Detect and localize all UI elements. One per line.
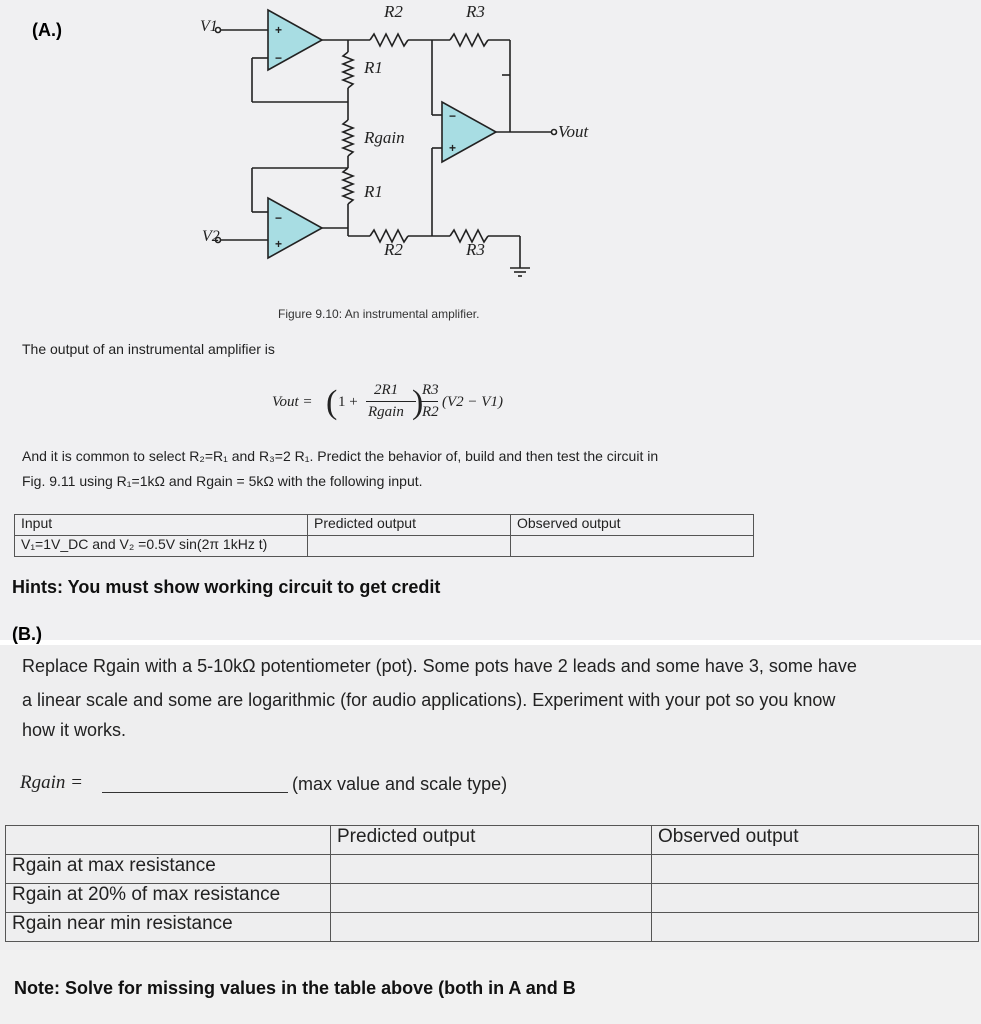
table-row [6,913,979,942]
table-b-header-row [6,826,979,855]
paragraph-line-1: And it is common to select R₂=R₁ and R₃=2 R₁. Predict the behavior of, build and then test the circuit in [22,448,659,464]
equation-frac2-bar [420,401,438,402]
equation-frac1-num: 2R1 [374,382,399,398]
intro-text: The output of an instrumental amplifier is [22,341,275,357]
label-r3-top: R3 [466,2,485,21]
equation-frac2-num: R3 [422,382,439,398]
equation-tail: (V2 − V1) [442,394,503,410]
equation-frac1-den: Rgain [368,404,404,420]
table-a-header-observed: Observed output [511,515,754,536]
b-paragraph-line-3: how it works. [22,720,127,740]
svg-text:−: − [275,211,283,225]
hint-text: Hints: You must show working circuit to get credit [12,577,441,597]
table-b-predicted-cell[interactable] [331,884,652,913]
equation-frac1-bar [366,401,416,402]
svg-text:−: − [275,51,283,65]
table-row [6,855,979,884]
b-paragraph-line-1: Replace Rgain with a 5-10kΩ potentiometer (pot). Some pots have 2 leads and some have 3, some have [22,656,857,676]
equation-right-paren: ) [412,384,424,421]
table-a-input-cell: V₁=1V_DC and V₂ =0.5V sin(2π 1kHz t) [15,536,308,557]
b-paragraph-line-2: a linear scale and some are logarithmic (for audio applications). Experiment with your pot so you know [22,690,836,710]
table-a [14,514,754,557]
table-row [15,536,754,557]
note-text: Note: Solve for missing values in the table above (both in A and B [14,978,576,998]
svg-text:+: + [449,141,457,155]
paragraph-line-2: Fig. 9.11 using R₁=1kΩ and Rgain = 5kΩ with the following input. [22,473,423,489]
table-row [6,884,979,913]
table-b-row-label: Rgain at max resistance [6,855,331,884]
svg-text:−: − [449,109,457,123]
table-a-predicted-cell[interactable] [308,536,511,557]
table-b-header-predicted: Predicted output [331,826,652,855]
equation-frac2-den: R2 [422,404,439,420]
label-r2-top: R2 [384,2,403,21]
table-b-predicted-cell[interactable] [331,855,652,884]
equation-lhs: Vout = [272,394,313,410]
label-r3-bottom: R3 [466,240,485,259]
label-v2: V2 [202,228,220,245]
table-a-observed-cell[interactable] [511,536,754,557]
section-b-label: (B.) [12,624,42,644]
table-a-header-input: Input [15,515,308,536]
table-a-header-row [15,515,754,536]
table-b-predicted-cell[interactable] [331,913,652,942]
table-a-header-predicted: Predicted output [308,515,511,536]
table-b-observed-cell[interactable] [652,913,979,942]
label-vout: Vout [558,122,589,141]
equation-one-plus: 1 + [338,394,358,410]
label-v1: V1 [200,18,218,35]
table-b-row-label: Rgain at 20% of max resistance [6,884,331,913]
label-rgain: Rgain [364,128,405,147]
table-b-row-label: Rgain near min resistance [6,913,331,942]
table-b-observed-cell[interactable] [652,855,979,884]
rgain-blank-line[interactable] [102,792,288,793]
label-r2-bottom: R2 [384,240,403,259]
table-b-observed-cell[interactable] [652,884,979,913]
table-b-header-observed: Observed output [652,826,979,855]
rgain-blank-label: Rgain = [20,772,83,793]
equation-left-paren: ( [326,384,338,421]
figure-caption: Figure 9.10: An instrumental amplifier. [278,307,480,321]
svg-text:+: + [275,23,283,37]
table-b [5,825,979,942]
rgain-blank-suffix: (max value and scale type) [292,774,508,794]
section-a-label: (A.) [32,20,62,40]
table-b-header-blank [6,826,331,855]
label-r1-top: R1 [364,58,383,77]
svg-text:+: + [275,237,283,251]
label-r1-bottom: R1 [364,182,383,201]
